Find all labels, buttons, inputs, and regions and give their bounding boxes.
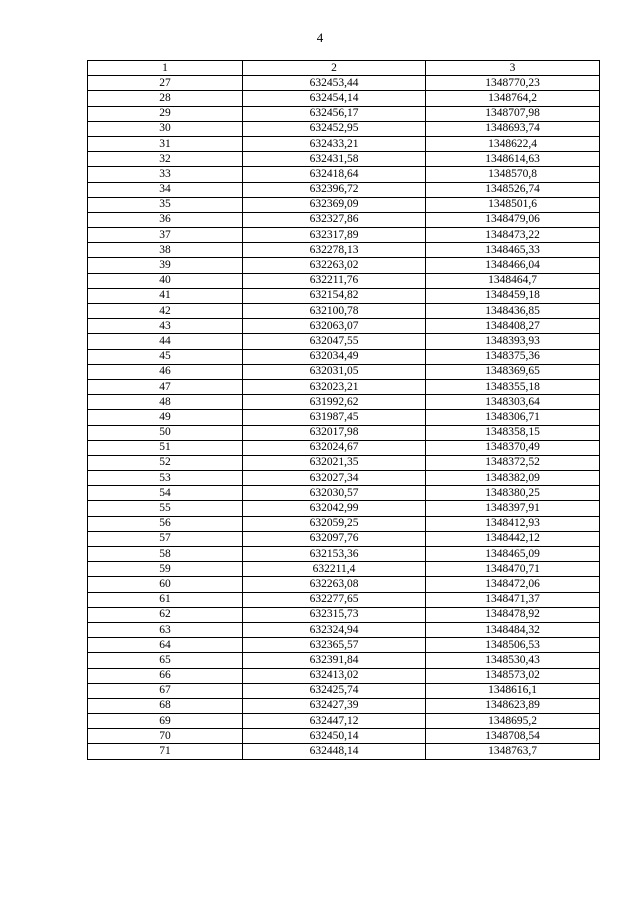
point-number-cell: 46 xyxy=(88,364,243,379)
x-coordinate-cell: 632047,55 xyxy=(243,334,426,349)
x-coordinate-cell: 631992,62 xyxy=(243,395,426,410)
table-row xyxy=(88,136,600,151)
x-coordinate-cell: 632100,78 xyxy=(243,304,426,319)
point-number-cell: 68 xyxy=(88,698,243,713)
table-row xyxy=(88,410,600,425)
x-coordinate-cell: 632447,12 xyxy=(243,714,426,729)
x-coordinate-cell: 632324,94 xyxy=(243,622,426,637)
table-row xyxy=(88,729,600,744)
x-coordinate-cell: 632433,21 xyxy=(243,136,426,151)
table-row xyxy=(88,607,600,622)
x-coordinate-cell: 631987,45 xyxy=(243,410,426,425)
table-body xyxy=(88,61,600,760)
table-row xyxy=(88,425,600,440)
point-number-cell: 69 xyxy=(88,714,243,729)
x-coordinate-cell: 632453,44 xyxy=(243,76,426,91)
table-row xyxy=(88,304,600,319)
point-number-cell: 56 xyxy=(88,516,243,531)
y-coordinate-cell: 1348459,18 xyxy=(426,288,600,303)
point-number-cell: 59 xyxy=(88,562,243,577)
point-number-cell: 27 xyxy=(88,76,243,91)
y-coordinate-cell: 1348484,32 xyxy=(426,622,600,637)
y-coordinate-cell: 1348408,27 xyxy=(426,319,600,334)
table-row xyxy=(88,577,600,592)
x-coordinate-cell: 632369,09 xyxy=(243,197,426,212)
y-coordinate-cell: 1348464,7 xyxy=(426,273,600,288)
table-row xyxy=(88,319,600,334)
x-coordinate-cell: 632396,72 xyxy=(243,182,426,197)
y-coordinate-cell: 1348614,63 xyxy=(426,152,600,167)
x-coordinate-cell: 632017,98 xyxy=(243,425,426,440)
y-coordinate-cell: 1348506,53 xyxy=(426,638,600,653)
table-row xyxy=(88,152,600,167)
table-row xyxy=(88,228,600,243)
table-row xyxy=(88,698,600,713)
table-row xyxy=(88,531,600,546)
table-row xyxy=(88,547,600,562)
y-coordinate-cell: 1348479,06 xyxy=(426,212,600,227)
table-row xyxy=(88,622,600,637)
y-coordinate-cell: 1348465,33 xyxy=(426,243,600,258)
table-row xyxy=(88,76,600,91)
x-coordinate-cell: 632263,02 xyxy=(243,258,426,273)
x-coordinate-cell: 632427,39 xyxy=(243,698,426,713)
table-row xyxy=(88,471,600,486)
table-row xyxy=(88,91,600,106)
y-coordinate-cell: 1348695,2 xyxy=(426,714,600,729)
point-number-cell: 65 xyxy=(88,653,243,668)
point-number-cell: 67 xyxy=(88,683,243,698)
table-row xyxy=(88,288,600,303)
point-number-cell: 62 xyxy=(88,607,243,622)
y-coordinate-cell: 1348623,89 xyxy=(426,698,600,713)
x-coordinate-cell: 632042,99 xyxy=(243,501,426,516)
point-number-cell: 52 xyxy=(88,455,243,470)
table-row xyxy=(88,106,600,121)
table-row xyxy=(88,668,600,683)
y-coordinate-cell: 1348412,93 xyxy=(426,516,600,531)
table-row xyxy=(88,212,600,227)
point-number-cell: 38 xyxy=(88,243,243,258)
x-coordinate-cell: 632413,02 xyxy=(243,668,426,683)
point-number-cell: 39 xyxy=(88,258,243,273)
x-coordinate-cell: 632030,57 xyxy=(243,486,426,501)
x-coordinate-cell: 632034,49 xyxy=(243,349,426,364)
point-number-cell: 47 xyxy=(88,379,243,394)
y-coordinate-cell: 1348570,8 xyxy=(426,167,600,182)
page-number: 4 xyxy=(316,30,324,45)
point-number-cell: 71 xyxy=(88,744,243,759)
y-coordinate-cell: 1348380,25 xyxy=(426,486,600,501)
y-coordinate-cell: 1348707,98 xyxy=(426,106,600,121)
y-coordinate-cell: 1348470,71 xyxy=(426,562,600,577)
table-row xyxy=(88,258,600,273)
point-number-cell: 49 xyxy=(88,410,243,425)
x-coordinate-cell: 632031,05 xyxy=(243,364,426,379)
y-coordinate-cell: 1348622,4 xyxy=(426,136,600,151)
point-number-cell: 41 xyxy=(88,288,243,303)
x-coordinate-cell: 632425,74 xyxy=(243,683,426,698)
x-coordinate-cell: 632211,76 xyxy=(243,273,426,288)
point-number-cell: 33 xyxy=(88,167,243,182)
point-number-cell: 70 xyxy=(88,729,243,744)
y-coordinate-cell: 1348501,6 xyxy=(426,197,600,212)
point-number-cell: 60 xyxy=(88,577,243,592)
y-coordinate-cell: 1348372,52 xyxy=(426,455,600,470)
point-number-cell: 29 xyxy=(88,106,243,121)
y-coordinate-cell: 1348436,85 xyxy=(426,304,600,319)
x-coordinate-cell: 632418,64 xyxy=(243,167,426,182)
table-row xyxy=(88,501,600,516)
point-number-cell: 42 xyxy=(88,304,243,319)
point-number-cell: 61 xyxy=(88,592,243,607)
column-header-1: 1 xyxy=(88,61,243,76)
point-number-cell: 44 xyxy=(88,334,243,349)
x-coordinate-cell: 632211,4 xyxy=(243,562,426,577)
x-coordinate-cell: 632154,82 xyxy=(243,288,426,303)
point-number-cell: 57 xyxy=(88,531,243,546)
point-number-cell: 66 xyxy=(88,668,243,683)
table-row xyxy=(88,486,600,501)
x-coordinate-cell: 632315,73 xyxy=(243,607,426,622)
y-coordinate-cell: 1348370,49 xyxy=(426,440,600,455)
x-coordinate-cell: 632431,58 xyxy=(243,152,426,167)
point-number-cell: 48 xyxy=(88,395,243,410)
x-coordinate-cell: 632454,14 xyxy=(243,91,426,106)
point-number-cell: 30 xyxy=(88,121,243,136)
table-row xyxy=(88,121,600,136)
point-number-cell: 55 xyxy=(88,501,243,516)
x-coordinate-cell: 632153,36 xyxy=(243,547,426,562)
x-coordinate-cell: 632448,14 xyxy=(243,744,426,759)
x-coordinate-cell: 632063,07 xyxy=(243,319,426,334)
x-coordinate-cell: 632278,13 xyxy=(243,243,426,258)
table-row xyxy=(88,440,600,455)
point-number-cell: 54 xyxy=(88,486,243,501)
table-row xyxy=(88,349,600,364)
x-coordinate-cell: 632263,08 xyxy=(243,577,426,592)
table-row xyxy=(88,683,600,698)
y-coordinate-cell: 1348466,04 xyxy=(426,258,600,273)
y-coordinate-cell: 1348397,91 xyxy=(426,501,600,516)
y-coordinate-cell: 1348478,92 xyxy=(426,607,600,622)
point-number-cell: 43 xyxy=(88,319,243,334)
y-coordinate-cell: 1348393,93 xyxy=(426,334,600,349)
y-coordinate-cell: 1348375,36 xyxy=(426,349,600,364)
x-coordinate-cell: 632024,67 xyxy=(243,440,426,455)
point-number-cell: 45 xyxy=(88,349,243,364)
x-coordinate-cell: 632327,86 xyxy=(243,212,426,227)
y-coordinate-cell: 1348358,15 xyxy=(426,425,600,440)
table-row xyxy=(88,364,600,379)
table-row xyxy=(88,653,600,668)
point-number-cell: 31 xyxy=(88,136,243,151)
table-row xyxy=(88,334,600,349)
table-row xyxy=(88,243,600,258)
x-coordinate-cell: 632097,76 xyxy=(243,531,426,546)
point-number-cell: 36 xyxy=(88,212,243,227)
table-row xyxy=(88,455,600,470)
point-number-cell: 40 xyxy=(88,273,243,288)
y-coordinate-cell: 1348306,71 xyxy=(426,410,600,425)
y-coordinate-cell: 1348369,65 xyxy=(426,364,600,379)
point-number-cell: 37 xyxy=(88,228,243,243)
table-row xyxy=(88,516,600,531)
y-coordinate-cell: 1348526,74 xyxy=(426,182,600,197)
table-row xyxy=(88,592,600,607)
y-coordinate-cell: 1348616,1 xyxy=(426,683,600,698)
x-coordinate-cell: 632391,84 xyxy=(243,653,426,668)
point-number-cell: 51 xyxy=(88,440,243,455)
x-coordinate-cell: 632456,17 xyxy=(243,106,426,121)
y-coordinate-cell: 1348465,09 xyxy=(426,547,600,562)
y-coordinate-cell: 1348530,43 xyxy=(426,653,600,668)
point-number-cell: 63 xyxy=(88,622,243,637)
point-number-cell: 50 xyxy=(88,425,243,440)
y-coordinate-cell: 1348382,09 xyxy=(426,471,600,486)
point-number-cell: 53 xyxy=(88,471,243,486)
x-coordinate-cell: 632450,14 xyxy=(243,729,426,744)
coordinates-table xyxy=(87,60,600,760)
x-coordinate-cell: 632277,65 xyxy=(243,592,426,607)
x-coordinate-cell: 632365,57 xyxy=(243,638,426,653)
x-coordinate-cell: 632027,34 xyxy=(243,471,426,486)
y-coordinate-cell: 1348764,2 xyxy=(426,91,600,106)
table-row xyxy=(88,273,600,288)
table-row xyxy=(88,197,600,212)
y-coordinate-cell: 1348355,18 xyxy=(426,379,600,394)
x-coordinate-cell: 632023,21 xyxy=(243,379,426,394)
x-coordinate-cell: 632059,25 xyxy=(243,516,426,531)
y-coordinate-cell: 1348770,23 xyxy=(426,76,600,91)
x-coordinate-cell: 632317,89 xyxy=(243,228,426,243)
y-coordinate-cell: 1348303,64 xyxy=(426,395,600,410)
y-coordinate-cell: 1348442,12 xyxy=(426,531,600,546)
table-row xyxy=(88,182,600,197)
y-coordinate-cell: 1348763,7 xyxy=(426,744,600,759)
table-row xyxy=(88,638,600,653)
point-number-cell: 32 xyxy=(88,152,243,167)
x-coordinate-cell: 632021,35 xyxy=(243,455,426,470)
y-coordinate-cell: 1348472,06 xyxy=(426,577,600,592)
table-row xyxy=(88,395,600,410)
column-header-3: 3 xyxy=(426,61,600,76)
x-coordinate-cell: 632452,95 xyxy=(243,121,426,136)
y-coordinate-cell: 1348473,22 xyxy=(426,228,600,243)
point-number-cell: 28 xyxy=(88,91,243,106)
point-number-cell: 34 xyxy=(88,182,243,197)
point-number-cell: 64 xyxy=(88,638,243,653)
point-number-cell: 58 xyxy=(88,547,243,562)
table-row xyxy=(88,714,600,729)
table-header-row xyxy=(88,61,600,76)
table-row xyxy=(88,744,600,759)
y-coordinate-cell: 1348693,74 xyxy=(426,121,600,136)
y-coordinate-cell: 1348471,37 xyxy=(426,592,600,607)
point-number-cell: 35 xyxy=(88,197,243,212)
y-coordinate-cell: 1348708,54 xyxy=(426,729,600,744)
column-header-2: 2 xyxy=(243,61,426,76)
table-row xyxy=(88,379,600,394)
y-coordinate-cell: 1348573,02 xyxy=(426,668,600,683)
table-row xyxy=(88,167,600,182)
table-row xyxy=(88,562,600,577)
